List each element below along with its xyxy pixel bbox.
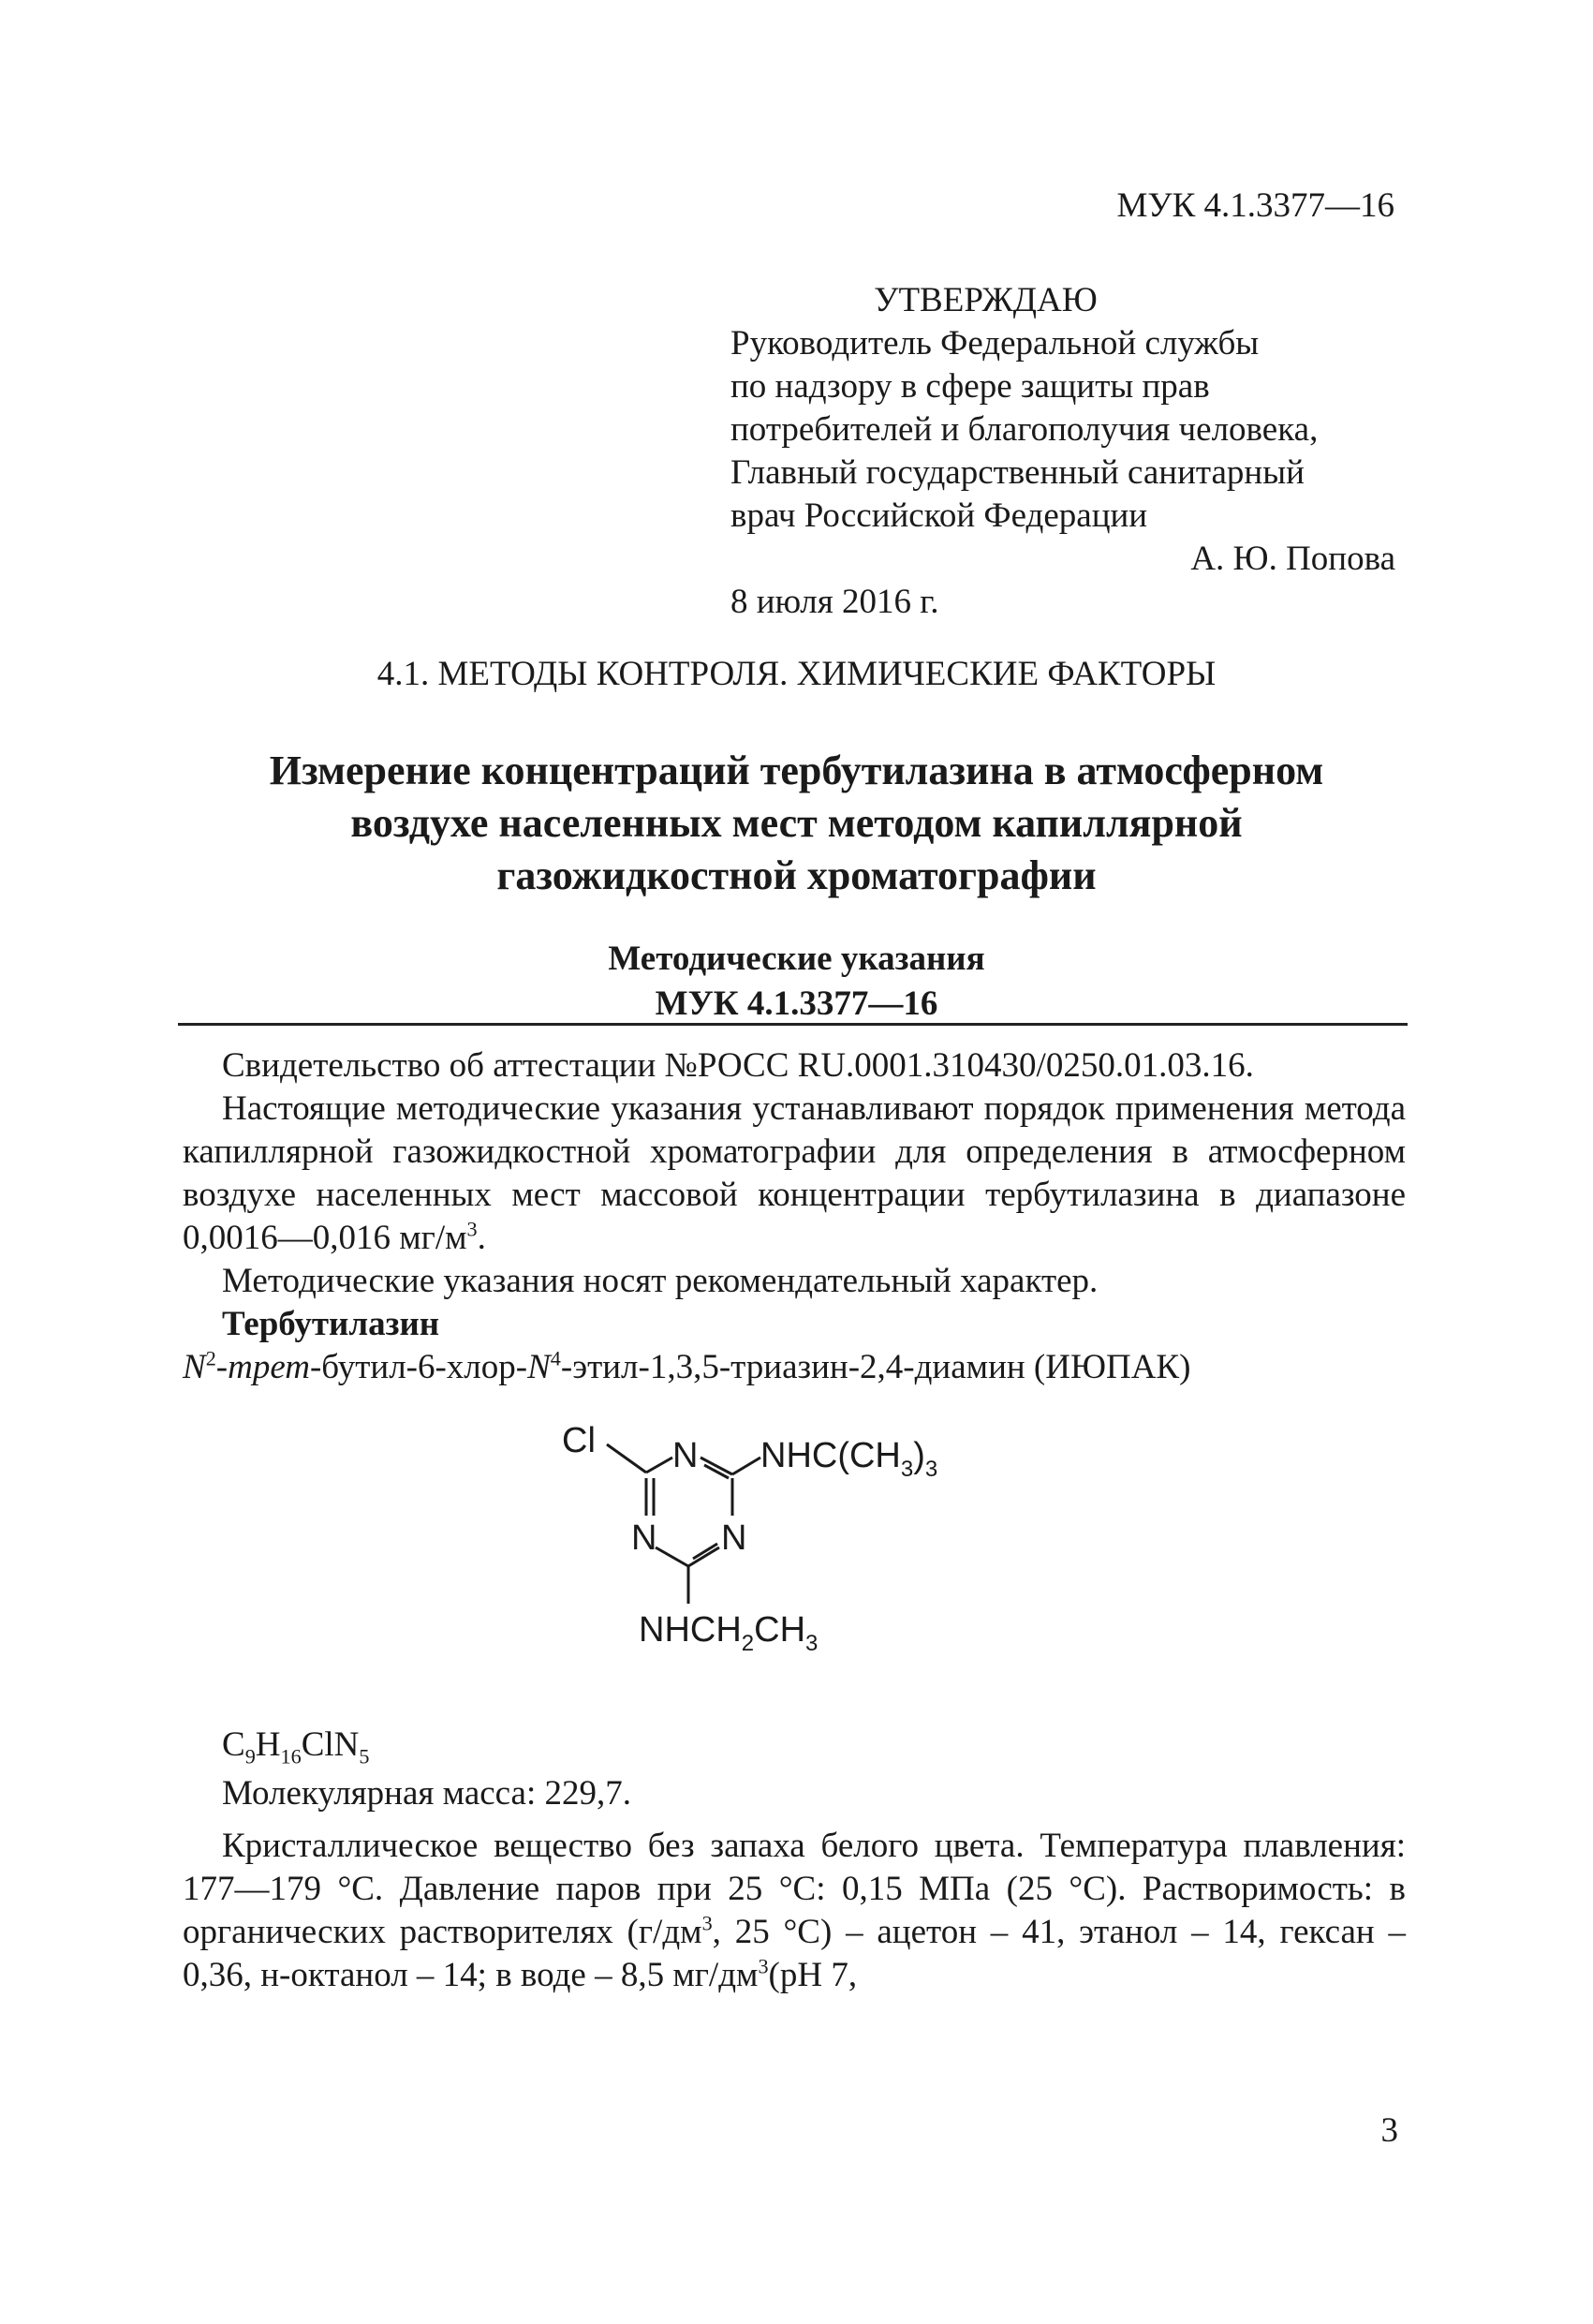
atom-n-top: N <box>672 1436 699 1475</box>
section-heading: 4.1. МЕТОДЫ КОНТРОЛЯ. ХИМИЧЕСКИЕ ФАКТОРЫ <box>376 655 1217 693</box>
nhc-sub: 3 <box>900 1457 914 1482</box>
document-subtitle <box>0 937 1593 1027</box>
molar-mass: Молекулярная масса: 229,7. <box>222 1774 632 1813</box>
horizontal-rule <box>178 1023 1408 1026</box>
iupac-part1: -бутил-6-хлор- <box>309 1348 528 1386</box>
formula-h-count: 16 <box>280 1744 302 1769</box>
properties-text-3: (рН 7, <box>768 1956 858 1994</box>
approval-block <box>730 279 1405 624</box>
document-body <box>183 1044 1406 1389</box>
nhc-sub2: 3 <box>924 1457 938 1482</box>
atom-n-left: N <box>631 1518 657 1558</box>
approval-date: 8 июля 2016 г. <box>730 583 939 621</box>
iupac-n2: N <box>527 1348 551 1386</box>
nhc-text: NHC(CH <box>760 1436 901 1475</box>
nhch-text: NHCH <box>639 1610 742 1650</box>
iupac-n1: N <box>183 1348 206 1386</box>
approval-line: врач Российской Федерации <box>730 496 1148 535</box>
properties-paragraph <box>183 1825 1406 1997</box>
iupac-tert: -трет <box>215 1348 310 1386</box>
properties-section <box>183 1724 1406 1997</box>
iupac-n1-sup: 2 <box>205 1346 216 1370</box>
iupac-part2: -этил-1,3,5-триазин-2,4-диамин (ИЮПАК) <box>560 1348 1191 1386</box>
document-title <box>0 745 1593 902</box>
title-line: воздухе населенных мест методом капиллярной <box>350 800 1243 846</box>
approval-line: Руководитель Федеральной службы <box>730 324 1260 363</box>
approval-line: по надзору в сфере защиты прав <box>730 367 1210 406</box>
subtitle-line: МУК 4.1.3377—16 <box>655 984 938 1023</box>
structural-formula <box>553 1424 1077 1705</box>
iupac-n2-sup: 4 <box>550 1346 561 1370</box>
approval-signatory: А. Ю. Попова <box>1190 540 1395 578</box>
page-number: 3 <box>1380 2111 1398 2150</box>
properties-sup-2: 3 <box>758 1954 769 1978</box>
title-line: Измерение концентраций тербутилазина в атмосферном <box>269 748 1324 793</box>
properties-text-2: , 25 °С) – ацетон – 41, этанол – 14, гексан – 0,36, н-октанол – 14; в воде – 8,5 мг/дм <box>183 1913 1406 1994</box>
molecular-formula <box>183 1724 1406 1767</box>
atom-n-right: N <box>721 1518 747 1558</box>
formula-c-count: 9 <box>244 1744 256 1769</box>
advisory-line: Методические указания носят рекомендательный характер. <box>222 1262 1099 1300</box>
formula-c: C <box>222 1725 245 1764</box>
scope-end: . <box>477 1219 486 1257</box>
certificate-line: Свидетельство об аттестации №РОСС RU.0001.310430/0250.01.03.16. <box>222 1046 1254 1085</box>
iupac-name <box>183 1346 1406 1389</box>
formula-h: H <box>255 1725 281 1764</box>
group-tert-butylamino <box>760 1436 937 1482</box>
approval-heading: УТВЕРЖДАЮ <box>874 281 1098 319</box>
formula-n-count: 5 <box>359 1744 370 1769</box>
ch-sub: 3 <box>805 1631 819 1656</box>
nhch-sub: 2 <box>741 1631 755 1656</box>
substance-name: Тербутилазин <box>222 1305 440 1343</box>
properties-sup-1: 3 <box>701 1911 713 1935</box>
document-code: МУК 4.1.3377—16 <box>1116 186 1394 225</box>
approval-line: потребителей и благополучия человека, <box>730 410 1319 449</box>
atom-cl: Cl <box>562 1424 596 1460</box>
scope-text: Настоящие методические указания устанавливают порядок применения метода капиллярной газожидкостной хроматографии для определения в атмосферном воздухе населенных мест массовой концентрации тербутилазина в диапазоне 0,0016—0,016 мг/м <box>183 1089 1406 1257</box>
formula-cln: ClN <box>301 1725 360 1764</box>
properties-text-1: Кристаллическое вещество без запаха белого цвета. Температура плавления: 177—179 °С. Давление паров при 25 °С: 0,15 МПа (25 °С). Растворимость: в органических растворителях (г/дм <box>183 1827 1406 1951</box>
nhc-close: ) <box>913 1436 925 1475</box>
approval-line: Главный государственный санитарный <box>730 453 1305 492</box>
group-ethylamino <box>639 1610 818 1656</box>
scope-paragraph <box>183 1088 1406 1260</box>
scope-superscript: 3 <box>466 1217 478 1241</box>
ch-text: CH <box>754 1610 806 1650</box>
title-line: газожидкостной хроматографии <box>496 852 1097 898</box>
subtitle-line: Методические указания <box>608 940 985 978</box>
